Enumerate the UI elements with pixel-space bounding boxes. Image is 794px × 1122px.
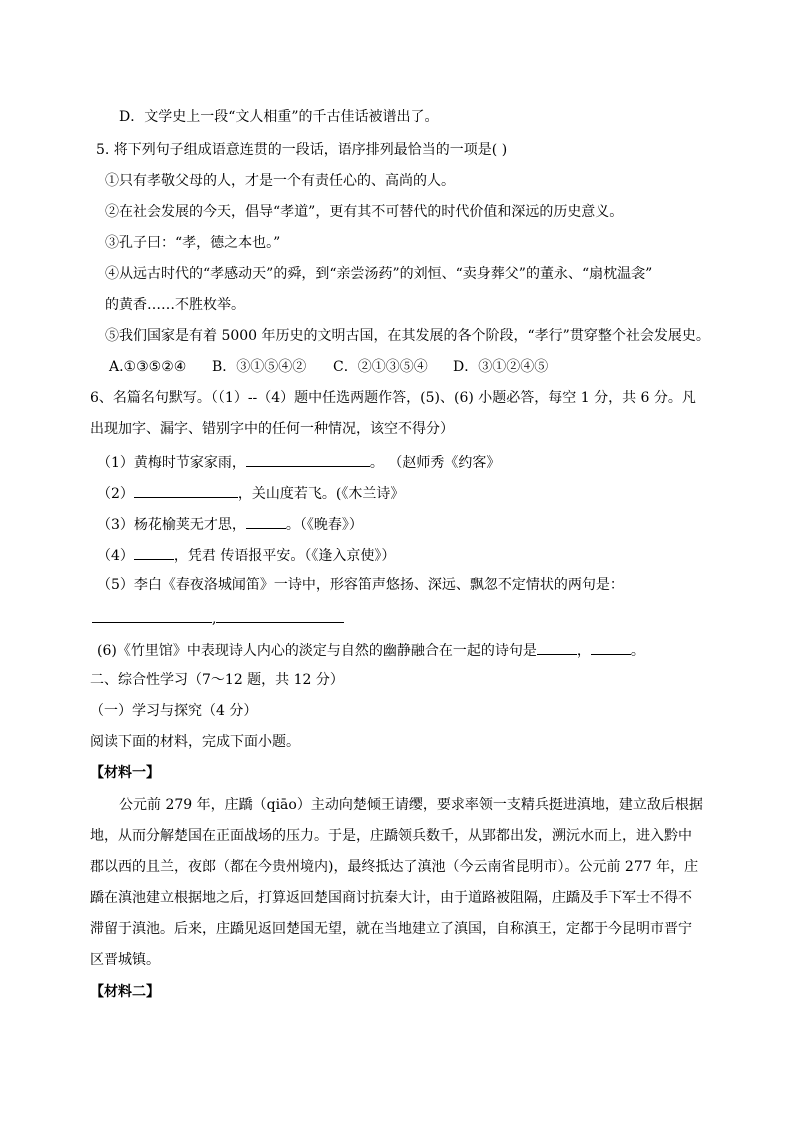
q6-item-6-post: 。: [630, 643, 645, 659]
q6-item-4-pre: （4）: [97, 548, 134, 564]
section-2-title: 二、综合性学习（7～12 题，共 12 分）: [90, 672, 344, 688]
q6-item-6: [97, 640, 645, 660]
answer-blank[interactable]: [246, 514, 286, 529]
blank-separator: ,: [212, 611, 217, 627]
q5-option-d: D．③①②④⑤: [453, 359, 549, 375]
q6-item-3-pre: （3）杨花榆荚无才思，: [97, 517, 246, 533]
q6-item-1: [97, 452, 500, 472]
material-1-line-6: 区晋城镇。: [90, 952, 160, 968]
q4-option-d: D．文学史上一段“文人相重”的千古佳话被谱出了。: [119, 109, 439, 125]
q6-item-1-post: 。 （赵师秀《约客》: [369, 455, 501, 471]
reading-instruction: 阅读下面的材料，完成下面小题。: [90, 734, 300, 750]
q6-stem-cont: 出现加字、漏字、错别字中的任何一种情况，该空不得分）: [90, 421, 454, 437]
q5-sentence-4: ④从远古时代的“孝感动天”的舜，到“亲尝汤药”的刘恒、“卖身葬父”的董永、“扇枕温衾”: [105, 266, 653, 282]
q6-item-6-pre: (6)《竹里馆》中表现诗人内心的淡定与自然的幽静融合在一起的诗句是: [97, 643, 537, 659]
q6-item-6-mid: ，: [576, 643, 591, 659]
q6-item-4-post: ，凭君 传语报平安。（《逢入京使》）: [173, 548, 396, 564]
material-1-line-2: 地，从而分解楚国在正面战场的压力。于是，庄蹻领兵数千，从郢都出发，溯沅水而上，进入黔中: [90, 828, 692, 844]
answer-blank[interactable]: [134, 483, 238, 498]
q5-option-c: C．②①③⑤④: [333, 359, 428, 375]
q6-item-2-post: ，关山度若飞。(《木兰诗》: [237, 486, 405, 502]
answer-blank[interactable]: [246, 452, 370, 467]
q6-stem: 6、名篇名句默写。（（1）--（4）题中任选两题作答，(5)、(6) 小题必答，每空 1 分，共 6 分。凡: [90, 390, 696, 406]
q6-item-4: [97, 545, 395, 565]
q6-item-3: [97, 514, 363, 534]
answer-blank[interactable]: [216, 608, 344, 623]
q6-item-1-pre: （1）黄梅时节家家雨，: [97, 455, 246, 471]
answer-blank[interactable]: [537, 640, 577, 655]
material-2-title: 【材料二】: [90, 984, 160, 1000]
material-1-title: 【材料一】: [90, 765, 160, 781]
q5-option-b: B．③①⑤④②: [212, 359, 307, 375]
material-1-line-4: 蹻在滇池建立根据地之后，打算返回楚国商讨抗秦大计，由于道路被阻隔，庄蹻及手下军士不得不: [90, 890, 692, 906]
answer-blank[interactable]: [134, 545, 174, 560]
q5-option-a: A.①③⑤②④: [109, 359, 187, 375]
q6-item-2-pre: （2）: [97, 486, 134, 502]
answer-blank[interactable]: [591, 640, 631, 655]
q5-sentence-1: ①只有孝敬父母的人，才是一个有责任心的、高尚的人。: [105, 173, 455, 189]
answer-blank[interactable]: [92, 608, 212, 623]
material-1-line-1: 公元前 279 年，庄蹻（qiāo）主动向楚倾王请缨，要求率领一支精兵挺进滇地，建立敌后根据: [119, 797, 703, 813]
q5-stem: 5. 将下列句子组成语意连贯的一段话，语序排列最恰当的一项是( ): [96, 142, 508, 158]
q5-sentence-5: ⑤我们国家是有着 5000 年历史的文明古国，在其发展的各个阶段，“孝行”贯穿整个社会发展史。: [105, 328, 710, 344]
q6-item-3-post: 。（《晚春》）: [285, 517, 363, 533]
material-1-line-3: 郡以西的且兰，夜郎（都在今贵州境内)，最终抵达了滇池（今云南省昆明市）。公元前 277 年，庄: [90, 859, 699, 875]
q5-sentence-4-cont: 的黄香……不胜枚举。: [105, 297, 245, 313]
q5-sentence-3: ③孔子曰：“孝，德之本也。”: [105, 235, 281, 251]
q6-item-5-blanks: [92, 608, 344, 628]
subsection-1-title: （一）学习与探究（4 分）: [90, 703, 258, 719]
material-1-line-5: 滞留于滇池。后来，庄蹻见返回楚国无望，就在当地建立了滇国，自称滇王，定都于今昆明市晋宁: [90, 921, 692, 937]
q6-item-5: （5）李白《春夜洛城闻笛》一诗中，形容笛声悠扬、深远、飘忽不定情状的两句是：: [97, 577, 624, 593]
q5-sentence-2: ②在社会发展的今天，倡导“孝道”，更有其不可替代的时代价值和深远的历史意义。: [105, 204, 624, 220]
q6-item-2: [97, 483, 404, 503]
